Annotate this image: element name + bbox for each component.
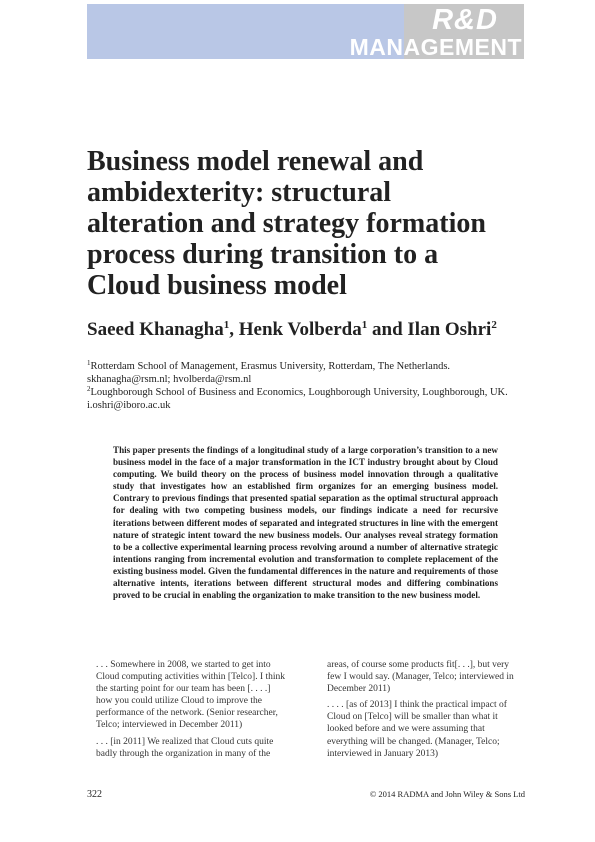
- page-number: 322: [87, 789, 102, 800]
- interview-quote: . . . [in 2011] We realized that Cloud cuts quite badly through the organization in many of the: [96, 736, 274, 759]
- title-line: process during transition to a: [87, 239, 439, 270]
- interview-quote: areas, of course some products fit[. . .], but very few I would say. (Manager, Telco; interviewed in December 2011): [327, 660, 514, 695]
- copyright-notice: © 2014 RADMA and John Wiley & Sons Ltd: [369, 789, 525, 799]
- affiliations: [87, 360, 537, 412]
- affiliation-text: Loughborough School of Business and Economics, Loughborough University, Loughborough, UK.: [90, 387, 508, 398]
- author-name: Henk Volberda: [238, 319, 362, 340]
- author-name: Ilan Oshri: [407, 319, 492, 340]
- interview-quote: . . . . [as of 2013] I think the practical impact of Cloud on [Telco] will be smaller than what it looked before and we were assuming that everything will be changed. (Manager, Telco; interviewed in January 2013): [327, 700, 507, 759]
- affiliation-email: [87, 399, 537, 412]
- journal-logo-management: MANAGEMENT: [349, 34, 522, 60]
- affiliation-line: [87, 386, 537, 399]
- article-title: [87, 146, 537, 301]
- title-line: Business model renewal and: [87, 146, 424, 177]
- affiliation-text: i.oshri@iboro.ac.uk: [87, 400, 171, 411]
- author-affiliation-mark: 2: [491, 319, 497, 331]
- author-affiliation-mark: 1: [361, 319, 368, 331]
- author-separator: and: [367, 319, 408, 340]
- title-line: alteration and strategy formation: [87, 208, 486, 239]
- title-line: Cloud business model: [87, 270, 347, 301]
- author-list: [87, 318, 547, 342]
- affiliation-text: skhanagha@rsm.nl; hvolberda@rsm.nl: [87, 374, 252, 385]
- affiliation-line: [87, 360, 537, 373]
- interview-quotes-right-column: [327, 659, 517, 764]
- affiliation-text: Rotterdam School of Management, Erasmus University, Rotterdam, The Netherlands.: [90, 361, 451, 372]
- journal-logo-rd: R&D: [432, 4, 498, 36]
- abstract: This paper presents the findings of a longitudinal study of a large corporation’s transition to a new business model in the face of a major transformation in the ICT industry brought about by Cloud computing. We build theory on the process of business model innovation through a qualitative study that investigates how an established firm organizes for an emerging business model. Contrary to previous findings that presented spatial separation as the optimal structural approach for dealing with two competing business models, our findings indicate a need for recursive iterations between different modes of separated and integrated structures in line with the emergent nature of strategic intent toward the new business models. Our analyses reveal strategy formation to be a collective experimental learning process revolving around a number of alternative strategic intentions ranging from incremental evolution and transformation to complete replacement of the existing business model. Given the fundamental differences in the nature and requirements of those alternative intents, iterations between different structural modes and differing combinations proved to be crucial in enabling the organization to make transition to the new business model.: [113, 445, 498, 601]
- affiliation-mark: 2: [87, 385, 91, 393]
- author-separator: ,: [229, 319, 239, 340]
- affiliation-email: [87, 373, 537, 386]
- interview-quote: . . . Somewhere in 2008, we started to get into Cloud computing activities within [Telco]. I think the starting point for our team has been [. . . .] how you could utilize Cloud to improve the performance of the network. (Senior researcher, Telco; interviewed in December 2011): [96, 660, 286, 731]
- interview-quotes-left-column: [96, 659, 286, 764]
- author-name: Saeed Khanagha: [87, 319, 224, 340]
- author-affiliation-mark: 1: [223, 319, 230, 331]
- affiliation-mark: 1: [87, 359, 91, 367]
- title-line: ambidexterity: structural: [87, 177, 392, 208]
